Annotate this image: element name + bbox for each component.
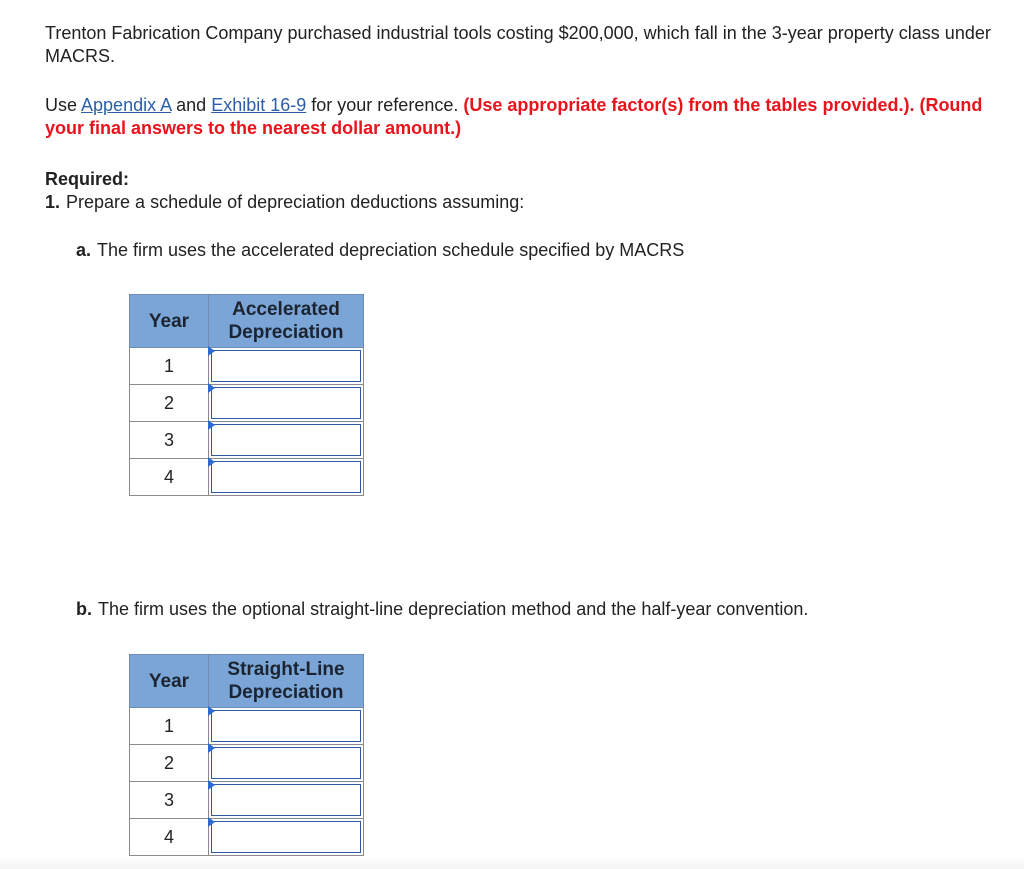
table-row: [130, 459, 364, 496]
and-text: and: [176, 95, 207, 115]
year-cell: 1: [130, 708, 209, 745]
rounding-instruction: (Use appropriate factor(s) from the tables provided.). (Round your final answers to the nearest dollar amount.): [45, 95, 983, 138]
requirement-1: [45, 191, 524, 214]
year-cell: 4: [130, 819, 209, 856]
use-prefix: Use: [45, 95, 78, 115]
table-row: [130, 385, 364, 422]
part-b-letter: b.: [76, 599, 92, 619]
exhibit-16-9-link[interactable]: Exhibit 16-9: [211, 95, 307, 115]
answer-field-marker-icon: [208, 817, 215, 827]
table-row: [130, 422, 364, 459]
use-suffix: for your reference.: [311, 95, 459, 115]
year-column-header: Year: [130, 655, 209, 708]
straight-line-depreciation-year-1-input[interactable]: [211, 710, 361, 742]
page-bottom-shade: [0, 857, 1024, 869]
answer-cell: [209, 348, 364, 385]
year-cell: 2: [130, 745, 209, 782]
answer-field-marker-icon: [208, 383, 215, 393]
part-a-text: The firm uses the accelerated depreciation schedule specified by MACRS: [97, 240, 685, 260]
part-a-prompt: [76, 239, 684, 262]
requirement-1-number: 1.: [45, 192, 61, 212]
part-a-letter: a.: [76, 240, 92, 260]
answer-cell: [209, 782, 364, 819]
table-row: [130, 819, 364, 856]
table-header-row: [130, 655, 364, 708]
accelerated-depreciation-year-4-input[interactable]: [211, 461, 361, 493]
year-cell: 2: [130, 385, 209, 422]
answer-cell: [209, 459, 364, 496]
year-cell: 4: [130, 459, 209, 496]
table-header-row: [130, 295, 364, 348]
answer-field-marker-icon: [208, 346, 215, 356]
year-cell: 3: [130, 422, 209, 459]
appendix-a-link[interactable]: Appendix A: [81, 95, 172, 115]
accelerated-depreciation-table: [129, 294, 364, 496]
part-b-prompt: [76, 598, 808, 621]
answer-field-marker-icon: [208, 743, 215, 753]
answer-cell: [209, 385, 364, 422]
reference-instructions: [45, 94, 1005, 140]
year-cell: 1: [130, 348, 209, 385]
year-cell: 3: [130, 782, 209, 819]
straight-line-depreciation-year-3-input[interactable]: [211, 784, 361, 816]
table-row: [130, 708, 364, 745]
accelerated-depreciation-year-1-input[interactable]: [211, 350, 361, 382]
straight-line-depreciation-year-2-input[interactable]: [211, 747, 361, 779]
answer-field-marker-icon: [208, 420, 215, 430]
table-row: [130, 745, 364, 782]
part-b-text: The firm uses the optional straight-line depreciation method and the half-year convention.: [98, 599, 809, 619]
answer-cell: [209, 819, 364, 856]
accelerated-depreciation-year-3-input[interactable]: [211, 424, 361, 456]
answer-cell: [209, 422, 364, 459]
table-row: [130, 782, 364, 819]
question-intro: Trenton Fabrication Company purchased industrial tools costing $200,000, which fall in the 3-year property class under MACRS.: [45, 23, 991, 66]
answer-field-marker-icon: [208, 706, 215, 716]
straight-line-depreciation-year-4-input[interactable]: [211, 821, 361, 853]
straight-line-depreciation-column-header: Straight-Line Depreciation: [209, 655, 364, 708]
answer-field-marker-icon: [208, 780, 215, 790]
table-row: [130, 348, 364, 385]
requirement-1-text: Prepare a schedule of depreciation deductions assuming:: [66, 192, 525, 212]
straight-line-depreciation-table: [129, 654, 364, 856]
accelerated-depreciation-year-2-input[interactable]: [211, 387, 361, 419]
required-label: Required:: [45, 169, 130, 189]
answer-cell: [209, 745, 364, 782]
accelerated-depreciation-column-header: Accelerated Depreciation: [209, 295, 364, 348]
answer-field-marker-icon: [208, 457, 215, 467]
answer-cell: [209, 708, 364, 745]
year-column-header: Year: [130, 295, 209, 348]
